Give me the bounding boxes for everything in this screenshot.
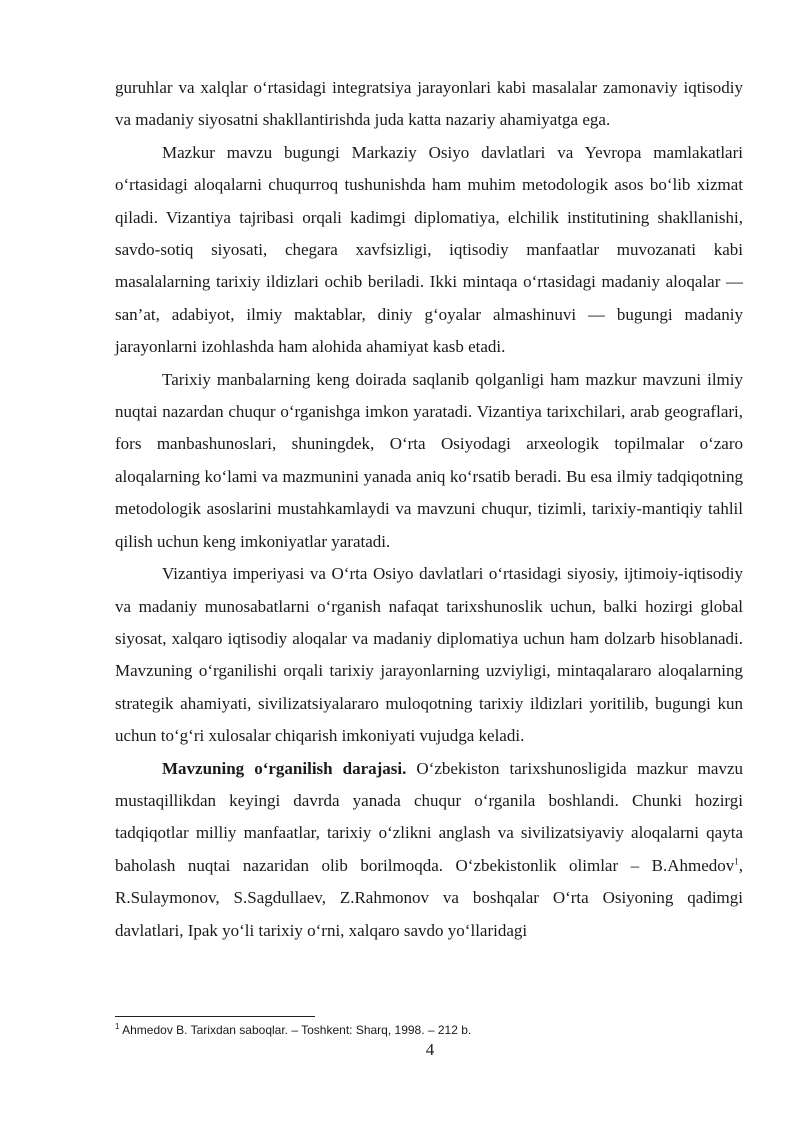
section-heading: Mavzuning o‘rganilish darajasi.	[162, 758, 407, 778]
paragraph-3: Tarixiy manbalarning keng doirada saqlanib qolganligi ham mazkur mavzuni ilmiy nuqtai nazardan chuqur o‘rganishga imkon yaratadi. Vizantiya tarixchilari, arab geograflari, fors manbashunoslari, shuningdek, O‘rta Osiyodagi arxeologik topilmalar o‘zaro aloqalarning ko‘lami va mazmunini yanada aniq ko‘rsatib beradi. Bu esa ilmiy tadqiqotning metodologik asoslarini mustahkamlaydi va mavzuni chuqur, tizimli, tarixiy-mantiqiy tahlil qilish uchun keng imkoniyatlar yaratadi.	[115, 369, 743, 551]
paragraph-1: guruhlar va xalqlar o‘rtasidagi integratsiya jarayonlari kabi masalalar zamonaviy iqtisodiy va madaniy siyosatni shakllantirishda juda katta nazariy ahamiyatga ega.	[115, 78, 743, 130]
paragraph-5	[115, 753, 743, 947]
footnote-reference-mark[interactable]: 1	[734, 856, 739, 867]
paragraph-4: Vizantiya imperiyasi va O‘rta Osiyo davlatlari o‘rtasidagi siyosiy, ijtimoiy-iqtisodiy va madaniy munosabatlarni o‘rganish nafaqat tarixshunoslik uchun, balki hozirgi global siyosat, xalqaro iqtisodiy aloqalar va madaniy diplomatiya uchun ham dolzarb hisoblanadi. Mavzuning o‘rganilishi orqali tarixiy jarayonlarning uzviyligi, mintaqalararo aloqalarning strategik ahamiyati, sivilizatsiyalararo muloqotning tarixiy ildizlari yoritilib, bugungi kun uchun to‘g‘ri xulosalar chiqarish imkoniyati vujudga keladi.	[115, 564, 743, 746]
footnote-divider	[115, 1016, 315, 1017]
footnote	[115, 1022, 743, 1038]
page-body	[115, 72, 743, 947]
footnote-text: Ahmedov B. Tarixdan saboqlar. – Toshkent: Sharq, 1998. – 212 b.	[119, 1023, 472, 1037]
paragraph-5-text-b: , R.Sulaymonov, S.Sagdullaev, Z.Rahmonov va boshqalar O‘rta Osiyoning qadimgi davlatlari, Ipak yo‘li tarixiy o‘rni, xalqaro savdo yo‘llaridagi	[115, 855, 743, 940]
paragraph-2: Mazkur mavzu bugungi Markaziy Osiyo davlatlari va Yevropa mamlakatlari o‘rtasidagi aloqalarni chuqurroq tushunishda ham muhim metodologik asos bo‘lib xizmat qiladi. Vizantiya tajribasi orqali kadimgi diplomatiya, elchilik institutining shakllanishi, savdo-sotiq siyosati, chegara xavfsizligi, iqtisodiy manfaatlar muvozanati kabi masalalarning tarixiy ildizlari ochib beriladi. Ikki mintaqa o‘rtasidagi madaniy aloqalar — san’at, adabiyot, ilmiy maktablar, diniy g‘oyalar almashinuvi — bugungi madaniy jarayonlarni izohlashda ham alohida ahamiyat kasb etadi.	[115, 142, 743, 357]
footnote-mark: 1	[115, 1022, 120, 1031]
paragraph-5-text-a: O‘zbekiston tarixshunosligida mazkur mavzu mustaqillikdan keyingi davrda yanada chuqur o‘rganila boshlandi. Chunki hozirgi tadqiqotlar milliy manfaatlar, tarixiy o‘zlikni anglash va sivilizatsiyaviy aloqalarni qayta baholash nuqtai nazaridan olib borilmoqda. O‘zbekistonlik olimlar – B.Ahmedov	[115, 758, 743, 875]
page-number: 4	[425, 1040, 435, 1059]
